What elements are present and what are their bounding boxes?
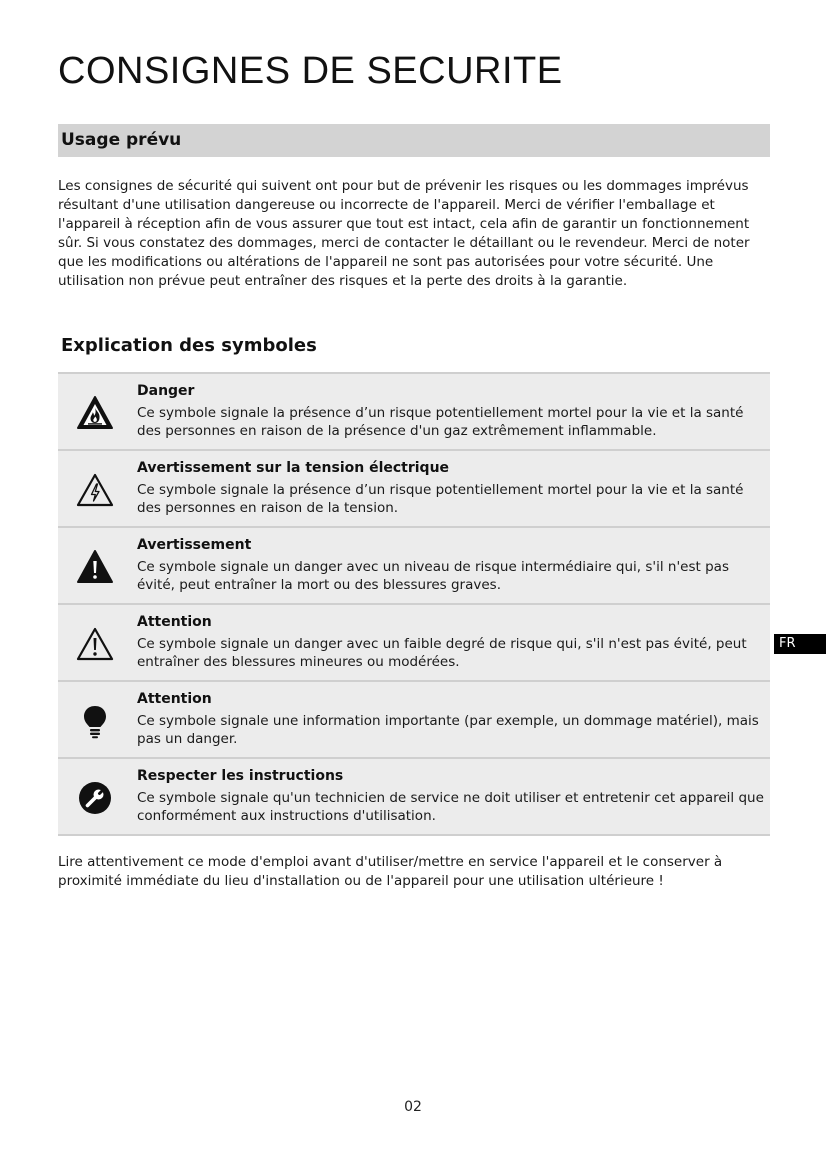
symbol-description: Ce symbole signale la présence d’un risque potentiellement mortel pour la vie et la santé des personnes en raison de la présence d'un gaz extrêmement inflammable. <box>137 405 744 439</box>
section-heading: Usage prévu <box>61 130 182 150</box>
symbol-title: Respecter les instructions <box>137 768 344 784</box>
closing-paragraph: Lire attentivement ce mode d'emploi avant d'utiliser/mettre en service l'appareil et le conserver à proximité immédiate du lieu d'installation ou de l'appareil pour une utilisation ultérieure ! <box>58 854 723 889</box>
page-title: CONSIGNES DE SECURITE <box>58 50 563 92</box>
page-number: 02 <box>404 1099 422 1115</box>
symbol-row-caution <box>58 605 770 682</box>
symbol-title: Danger <box>137 383 195 399</box>
symbol-row-notice <box>58 682 770 759</box>
symbol-row-instructions <box>58 759 770 836</box>
warning-outline-icon <box>75 624 115 664</box>
section-header-bar <box>58 124 770 157</box>
flame-warning-icon <box>75 393 115 433</box>
symbol-description: Ce symbole signale qu'un technicien de service ne doit utiliser et entretenir cet appareil que conformément aux instructions d'utilisation. <box>137 790 764 824</box>
symbol-row-warning <box>58 528 770 605</box>
symbol-title: Attention <box>137 691 212 707</box>
language-tab: FR <box>774 634 826 654</box>
symbol-title: Avertissement sur la tension électrique <box>137 460 450 476</box>
symbols-heading: Explication des symboles <box>61 335 317 356</box>
symbol-row-danger <box>58 374 770 451</box>
wrench-icon <box>75 778 115 818</box>
symbol-description: Ce symbole signale la présence d’un risque potentiellement mortel pour la vie et la santé des personnes en raison de la tension. <box>137 482 744 516</box>
lightbulb-icon <box>75 701 115 741</box>
symbol-row-electric-warning <box>58 451 770 528</box>
symbol-description: Ce symbole signale une information importante (par exemple, un dommage matériel), mais pas un danger. <box>137 713 759 747</box>
symbols-table <box>58 372 770 836</box>
intro-paragraph: Les consignes de sécurité qui suivent ont pour but de prévenir les risques ou les dommages imprévus résultant d'une utilisation dangereuse ou incorrecte de l'appareil. Merci de vérifier l'emballage et l'appareil à réception afin de vous assurer que tout est intact, cela afin de garantir un fonctionnement sûr. Si vous constatez des dommages, merci de contacter le détaillant ou le revendeur. Merci de noter que les modifications ou altérations de l'appareil ne sont pas autorisées pour votre sécurité. Une utilisation non prévue peut entraîner des risques et la perte des droits à la garantie. <box>58 178 750 289</box>
warning-filled-icon <box>75 547 115 587</box>
symbol-title: Attention <box>137 614 212 630</box>
electric-warning-icon <box>75 470 115 510</box>
symbol-description: Ce symbole signale un danger avec un niveau de risque intermédiaire qui, s'il n'est pas évité, peut entraîner la mort ou des blessures graves. <box>137 559 729 593</box>
symbol-description: Ce symbole signale un danger avec un faible degré de risque qui, s'il n'est pas évité, peut entraîner des blessures mineures ou modérées. <box>137 636 747 670</box>
symbol-title: Avertissement <box>137 537 252 553</box>
